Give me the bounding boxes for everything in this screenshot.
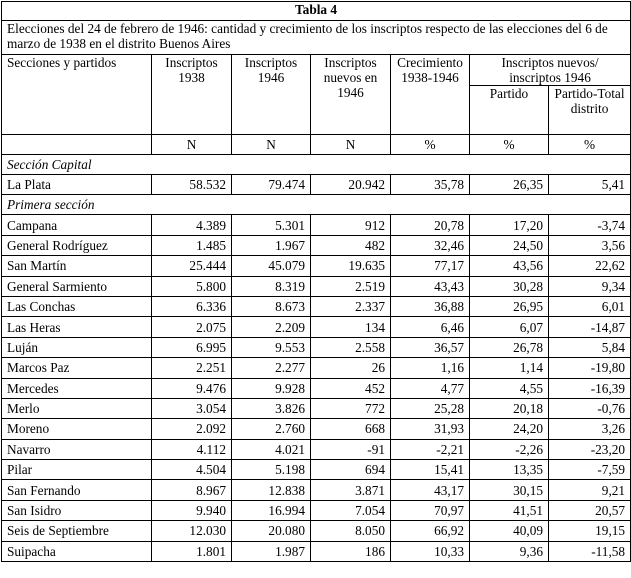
unit-cell: N — [232, 135, 311, 155]
table-row — [2, 276, 631, 296]
table-row — [2, 256, 631, 276]
row-label: Marcos Paz — [2, 358, 152, 378]
row-value: 43,56 — [470, 256, 549, 276]
row-value: 25.444 — [152, 256, 232, 276]
row-value: 24,20 — [470, 419, 549, 439]
row-value: 70,97 — [391, 500, 470, 520]
row-value: 3,26 — [549, 419, 631, 439]
row-value: -7,59 — [549, 460, 631, 480]
row-value: 41,51 — [470, 500, 549, 520]
row-value: 25,28 — [391, 398, 470, 418]
unit-cell: % — [470, 135, 549, 155]
row-value: 66,92 — [391, 521, 470, 541]
row-value: 12.030 — [152, 521, 232, 541]
row-value: 452 — [311, 378, 391, 398]
table-row — [2, 296, 631, 316]
row-label: Moreno — [2, 419, 152, 439]
row-value: 20.942 — [311, 175, 391, 195]
row-value: 9,36 — [470, 541, 549, 561]
row-value: 10,33 — [391, 541, 470, 561]
table-row — [2, 500, 631, 520]
table-row — [2, 439, 631, 459]
row-value: 2.277 — [232, 358, 311, 378]
row-value: 79.474 — [232, 175, 311, 195]
row-value: -11,58 — [549, 541, 631, 561]
row-value: 6,01 — [549, 296, 631, 316]
row-value: 2.519 — [311, 276, 391, 296]
row-value: 4.504 — [152, 460, 232, 480]
row-label: La Plata — [2, 175, 152, 195]
row-value: 2.558 — [311, 337, 391, 357]
row-value: 9.940 — [152, 500, 232, 520]
row-value: 26,78 — [470, 337, 549, 357]
row-label: General Rodríguez — [2, 235, 152, 255]
row-label: San Martín — [2, 256, 152, 276]
row-value: 6.336 — [152, 296, 232, 316]
row-label: Suipacha — [2, 541, 152, 561]
row-value: 5.301 — [232, 215, 311, 235]
row-value: 19.635 — [311, 256, 391, 276]
row-value: 482 — [311, 235, 391, 255]
row-value: 9.553 — [232, 337, 311, 357]
row-value: 912 — [311, 215, 391, 235]
row-value: 3.054 — [152, 398, 232, 418]
row-value: 20,57 — [549, 500, 631, 520]
row-label: San Fernando — [2, 480, 152, 500]
row-value: 58.532 — [152, 175, 232, 195]
row-value: 2.337 — [311, 296, 391, 316]
row-value: 668 — [311, 419, 391, 439]
row-label: Navarro — [2, 439, 152, 459]
header-inscriptos-nuevos: Inscriptos nuevos en 1946 — [311, 55, 391, 135]
table-row — [2, 215, 631, 235]
row-value: -91 — [311, 439, 391, 459]
row-value: 4.021 — [232, 439, 311, 459]
header-partido: Partido — [470, 86, 549, 135]
table-row — [2, 398, 631, 418]
row-value: 77,17 — [391, 256, 470, 276]
row-value: 9,34 — [549, 276, 631, 296]
row-value: 40,09 — [470, 521, 549, 541]
row-value: 1.987 — [232, 541, 311, 561]
data-table — [1, 1, 631, 562]
row-label: Seis de Septiembre — [2, 521, 152, 541]
unit-cell: % — [391, 135, 470, 155]
row-value: 3.826 — [232, 398, 311, 418]
row-value: 36,57 — [391, 337, 470, 357]
row-value: 12.838 — [232, 480, 311, 500]
row-value: 17,20 — [470, 215, 549, 235]
table-row — [2, 317, 631, 337]
row-value: 30,28 — [470, 276, 549, 296]
row-value: 43,17 — [391, 480, 470, 500]
table-row — [2, 480, 631, 500]
unit-cell: N — [152, 135, 232, 155]
row-value: -3,74 — [549, 215, 631, 235]
row-value: 694 — [311, 460, 391, 480]
row-value: -16,39 — [549, 378, 631, 398]
header-partido-total-distrito: Partido-Total distrito — [549, 86, 631, 135]
row-value: -0,76 — [549, 398, 631, 418]
header-inscriptos-1946: Inscriptos 1946 — [232, 55, 311, 135]
table-title: Tabla 4 — [2, 2, 631, 21]
capital-rows — [2, 175, 631, 195]
row-value: 5,41 — [549, 175, 631, 195]
primera-rows — [2, 215, 631, 562]
row-value: 32,46 — [391, 235, 470, 255]
row-value: 16.994 — [232, 500, 311, 520]
row-value: 20,18 — [470, 398, 549, 418]
section-heading-capital: Sección Capital — [2, 155, 631, 175]
row-value: 9.476 — [152, 378, 232, 398]
row-value: 2.760 — [232, 419, 311, 439]
row-value: 134 — [311, 317, 391, 337]
row-value: 1,14 — [470, 358, 549, 378]
row-value: 2.209 — [232, 317, 311, 337]
table-row — [2, 460, 631, 480]
row-value: 186 — [311, 541, 391, 561]
row-value: 31,93 — [391, 419, 470, 439]
row-value: 26,95 — [470, 296, 549, 316]
row-value: -2,26 — [470, 439, 549, 459]
row-value: 4.112 — [152, 439, 232, 459]
row-value: 35,78 — [391, 175, 470, 195]
row-value: 5.800 — [152, 276, 232, 296]
row-value: 20,78 — [391, 215, 470, 235]
header-inscriptos-1938: Inscriptos 1938 — [152, 55, 232, 135]
row-value: 3,56 — [549, 235, 631, 255]
row-value: 1,16 — [391, 358, 470, 378]
row-value: 8.967 — [152, 480, 232, 500]
row-value: 30,15 — [470, 480, 549, 500]
table-row — [2, 521, 631, 541]
section-heading-primera: Primera sección — [2, 195, 631, 215]
row-label: San Isidro — [2, 500, 152, 520]
row-label: Campana — [2, 215, 152, 235]
row-value: 7.054 — [311, 500, 391, 520]
row-value: -23,20 — [549, 439, 631, 459]
row-label: Luján — [2, 337, 152, 357]
row-value: 6.995 — [152, 337, 232, 357]
row-label: Merlo — [2, 398, 152, 418]
row-value: 9,21 — [549, 480, 631, 500]
row-value: 8.319 — [232, 276, 311, 296]
row-label: Mercedes — [2, 378, 152, 398]
row-value: 2.251 — [152, 358, 232, 378]
table-row — [2, 378, 631, 398]
row-label: Las Heras — [2, 317, 152, 337]
row-value: 15,41 — [391, 460, 470, 480]
row-value: 36,88 — [391, 296, 470, 316]
unit-cell — [2, 135, 152, 155]
header-crecimiento: Crecimiento 1938-1946 — [391, 55, 470, 135]
header-secciones: Secciones y partidos — [2, 55, 152, 135]
row-value: 1.485 — [152, 235, 232, 255]
row-value: -19,80 — [549, 358, 631, 378]
table-caption: Elecciones del 24 de febrero de 1946: cantidad y crecimiento de los inscriptos respecto de las elecciones del 6 de marzo de 1938 en el distrito Buenos Aires — [2, 21, 631, 55]
row-value: 8.050 — [311, 521, 391, 541]
header-group-nuevos-inscriptos: Inscriptos nuevos/ inscriptos 1946 — [470, 55, 631, 86]
table-row — [2, 541, 631, 561]
row-value: 45.079 — [232, 256, 311, 276]
table-row — [2, 175, 631, 195]
row-value: 4,77 — [391, 378, 470, 398]
unit-cell: N — [311, 135, 391, 155]
row-value: 5,84 — [549, 337, 631, 357]
row-value: 13,35 — [470, 460, 549, 480]
row-value: 4.389 — [152, 215, 232, 235]
row-value: 4,55 — [470, 378, 549, 398]
row-value: 8.673 — [232, 296, 311, 316]
row-value: -2,21 — [391, 439, 470, 459]
row-value: 24,50 — [470, 235, 549, 255]
row-value: 19,15 — [549, 521, 631, 541]
row-value: 26,35 — [470, 175, 549, 195]
row-value: 3.871 — [311, 480, 391, 500]
table-row — [2, 337, 631, 357]
row-value: 772 — [311, 398, 391, 418]
table-row — [2, 358, 631, 378]
row-value: 26 — [311, 358, 391, 378]
row-value: 20.080 — [232, 521, 311, 541]
row-value: 1.967 — [232, 235, 311, 255]
row-value: 22,62 — [549, 256, 631, 276]
row-label: General Sarmiento — [2, 276, 152, 296]
row-label: Las Conchas — [2, 296, 152, 316]
row-value: 2.075 — [152, 317, 232, 337]
row-value: 43,43 — [391, 276, 470, 296]
row-value: 5.198 — [232, 460, 311, 480]
table-row — [2, 235, 631, 255]
row-value: 6,46 — [391, 317, 470, 337]
row-label: Pilar — [2, 460, 152, 480]
table-row — [2, 419, 631, 439]
row-value: 6,07 — [470, 317, 549, 337]
row-value: 2.092 — [152, 419, 232, 439]
row-value: -14,87 — [549, 317, 631, 337]
unit-cell: % — [549, 135, 631, 155]
units-row — [2, 135, 631, 155]
row-value: 9.928 — [232, 378, 311, 398]
row-value: 1.801 — [152, 541, 232, 561]
